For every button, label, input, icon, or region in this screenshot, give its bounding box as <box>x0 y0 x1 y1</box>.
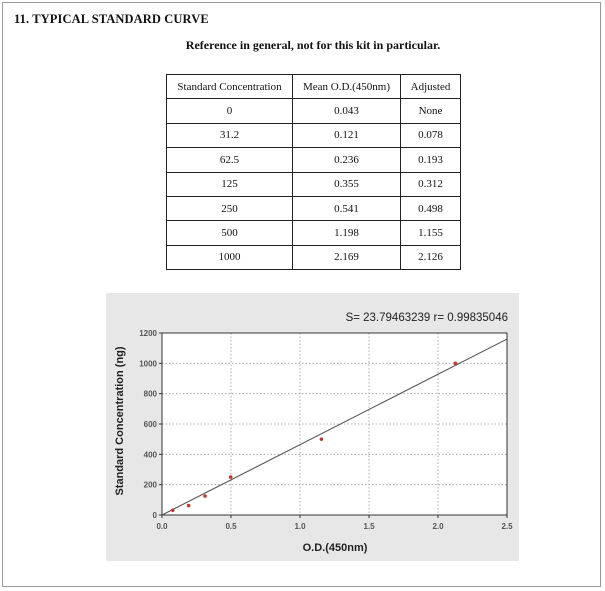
y-tick-label: 400 <box>143 450 157 460</box>
cell-adjusted: None <box>401 99 461 123</box>
data-point <box>187 504 191 508</box>
chart-svg <box>106 293 519 561</box>
cell-concentration: 62.5 <box>167 148 293 172</box>
table-row <box>167 123 461 147</box>
cell-concentration: 1000 <box>167 245 293 269</box>
subtitle: Reference in general, not for this kit in particular. <box>185 38 441 52</box>
x-axis-label: O.D.(450nm) <box>302 542 368 554</box>
x-tick-label: 2.0 <box>432 522 444 531</box>
y-tick-label: 200 <box>143 480 157 490</box>
x-tick-label: 0.0 <box>156 522 168 531</box>
data-point <box>203 494 207 498</box>
y-axis-label: Standard Concentration (ng) <box>114 346 126 496</box>
cell-mean-od: 0.236 <box>293 148 401 172</box>
x-tick-label: 1.0 <box>294 522 306 531</box>
cell-mean-od: 0.541 <box>293 196 401 220</box>
standard-curve-chart <box>106 293 519 561</box>
x-tick-label: 1.5 <box>363 522 375 531</box>
standard-table <box>166 74 461 270</box>
cell-mean-od: 2.169 <box>293 245 401 269</box>
y-tick-label: 1000 <box>139 359 157 369</box>
fit-annotation: S= 23.79463239 r= 0.99835046 <box>345 312 508 324</box>
data-point <box>454 362 458 366</box>
cell-adjusted: 0.498 <box>401 196 461 220</box>
x-tick-label: 0.5 <box>225 522 237 531</box>
y-tick-label: 0 <box>152 511 157 520</box>
table-row <box>167 196 461 220</box>
section-heading: 11. TYPICAL STANDARD CURVE <box>14 12 209 26</box>
y-tick-label: 800 <box>143 389 157 399</box>
cell-mean-od: 0.121 <box>293 123 401 147</box>
cell-mean-od: 1.198 <box>293 221 401 245</box>
cell-concentration: 0 <box>167 99 293 123</box>
data-point <box>171 508 175 512</box>
grid-layer <box>162 333 507 515</box>
header-adjusted: Adjusted <box>401 75 461 99</box>
cell-adjusted: 0.312 <box>401 172 461 196</box>
y-tick-label: 1200 <box>139 329 157 338</box>
table-row <box>167 99 461 123</box>
table-row <box>167 221 461 245</box>
table-row <box>167 148 461 172</box>
cell-concentration: 31.2 <box>167 123 293 147</box>
cell-adjusted: 0.193 <box>401 148 461 172</box>
table-row <box>167 245 461 269</box>
data-point <box>229 475 233 479</box>
table-row <box>167 172 461 196</box>
cell-concentration: 250 <box>167 196 293 220</box>
cell-adjusted: 0.078 <box>401 123 461 147</box>
cell-adjusted: 2.126 <box>401 245 461 269</box>
header-mean-od: Mean O.D.(450nm) <box>293 75 401 99</box>
y-tick-label: 600 <box>143 420 157 429</box>
cell-mean-od: 0.355 <box>293 172 401 196</box>
x-tick-label: 2.5 <box>501 522 513 531</box>
cell-concentration: 500 <box>167 221 293 245</box>
cell-concentration: 125 <box>167 172 293 196</box>
cell-adjusted: 1.155 <box>401 221 461 245</box>
cell-mean-od: 0.043 <box>293 99 401 123</box>
table-header-row <box>167 75 461 99</box>
data-point <box>320 437 324 441</box>
header-standard-concentration: Standard Concentration <box>167 75 293 99</box>
